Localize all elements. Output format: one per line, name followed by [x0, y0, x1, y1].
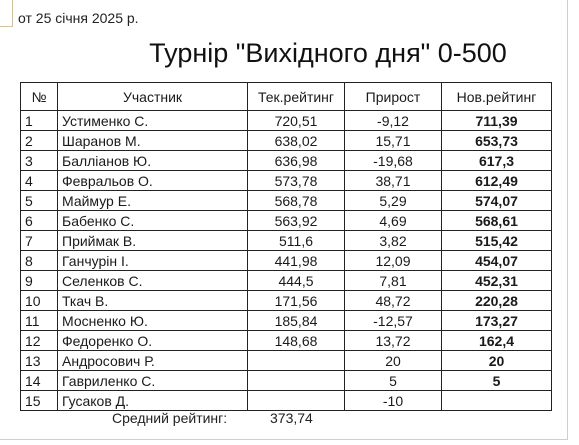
cell-participant: Шаранов М.: [58, 131, 248, 151]
cell-current-rating: 511,6: [248, 231, 345, 251]
cell-new-rating: 568,61: [442, 211, 552, 231]
table-row: [21, 371, 552, 391]
cell-number: 12: [21, 331, 58, 351]
cell-gain: 7,81: [345, 271, 442, 291]
table-row: [21, 191, 552, 211]
table-row: [21, 291, 552, 311]
cell-new-rating: [442, 391, 552, 411]
column-header-gain: Прирост: [345, 83, 442, 111]
cell-new-rating: 617,3: [442, 151, 552, 171]
cell-gain: -9,12: [345, 111, 442, 131]
cell-participant: Гавриленко С.: [58, 371, 248, 391]
cell-number: 9: [21, 271, 58, 291]
cell-number: 7: [21, 231, 58, 251]
cell-new-rating: 711,39: [442, 111, 552, 131]
cell-number: 11: [21, 311, 58, 331]
cell-gain: 15,71: [345, 131, 442, 151]
cell-new-rating: 653,73: [442, 131, 552, 151]
cell-number: 1: [21, 111, 58, 131]
table-row: [21, 211, 552, 231]
cell-number: 4: [21, 171, 58, 191]
cell-current-rating: 636,98: [248, 151, 345, 171]
cell-participant: Федоренко О.: [58, 331, 248, 351]
cell-current-rating: [248, 351, 345, 371]
cell-gain: 48,72: [345, 291, 442, 311]
page-title: Турнір "Вихідного дня" 0-500: [149, 38, 507, 68]
column-header-participant: Участник: [58, 83, 248, 111]
table-row: [21, 391, 552, 411]
cell-gain: 3,82: [345, 231, 442, 251]
cell-current-rating: 441,98: [248, 251, 345, 271]
cell-participant: Мосненко Ю.: [58, 311, 248, 331]
table-row: [21, 251, 552, 271]
table-row: [21, 311, 552, 331]
cell-participant: Гусаков Д.: [58, 391, 248, 411]
table-row: [21, 331, 552, 351]
cell-new-rating: 162,4: [442, 331, 552, 351]
cell-new-rating: 452,31: [442, 271, 552, 291]
cell-participant: Ткач В.: [58, 291, 248, 311]
cell-new-rating: 220,28: [442, 291, 552, 311]
document-date: от 25 січня 2025 р.: [18, 10, 139, 26]
cell-new-rating: 5: [442, 371, 552, 391]
column-header-current-rating: Тек.рейтинг: [248, 83, 345, 111]
cell-gain: 12,09: [345, 251, 442, 271]
cell-participant: Ганчурiн I.: [58, 251, 248, 271]
cell-current-rating: 185,84: [248, 311, 345, 331]
cell-current-rating: 444,5: [248, 271, 345, 291]
cell-current-rating: 573,78: [248, 171, 345, 191]
cell-new-rating: 173,27: [442, 311, 552, 331]
cell-current-rating: [248, 391, 345, 411]
cell-number: 3: [21, 151, 58, 171]
table-row: [21, 111, 552, 131]
cell-participant: Устименко С.: [58, 111, 248, 131]
table-row: [21, 151, 552, 171]
cell-current-rating: 720,51: [248, 111, 345, 131]
cell-new-rating: 612,49: [442, 171, 552, 191]
cell-new-rating: 574,07: [442, 191, 552, 211]
table-row: [21, 171, 552, 191]
table-header-row: [21, 83, 552, 111]
cell-gain: 5: [345, 371, 442, 391]
cell-number: 2: [21, 131, 58, 151]
cell-current-rating: 638,02: [248, 131, 345, 151]
cell-current-rating: 563,92: [248, 211, 345, 231]
cell-gain: 20: [345, 351, 442, 371]
cell-gain: 5,29: [345, 191, 442, 211]
cell-number: 10: [21, 291, 58, 311]
cell-participant: Баллiанов Ю.: [58, 151, 248, 171]
average-rating-label: Средний рейтинг:: [112, 410, 228, 426]
cell-participant: Приймак В.: [58, 231, 248, 251]
table-row: [21, 131, 552, 151]
page-corner-marker: [0, 0, 13, 27]
cell-new-rating: 454,07: [442, 251, 552, 271]
table-row: [21, 351, 552, 371]
cell-new-rating: 20: [442, 351, 552, 371]
cell-number: 14: [21, 371, 58, 391]
column-header-new-rating: Нов.рейтинг: [442, 83, 552, 111]
cell-number: 6: [21, 211, 58, 231]
cell-gain: 4,69: [345, 211, 442, 231]
column-header-number: №: [21, 83, 58, 111]
cell-current-rating: 568,78: [248, 191, 345, 211]
cell-gain: -19,68: [345, 151, 442, 171]
cell-current-rating: 148,68: [248, 331, 345, 351]
cell-number: 5: [21, 191, 58, 211]
cell-participant: Андросович Р.: [58, 351, 248, 371]
cell-participant: Селенков С.: [58, 271, 248, 291]
cell-number: 8: [21, 251, 58, 271]
rating-table: [20, 82, 552, 411]
cell-participant: Маймур Е.: [58, 191, 248, 211]
table-row: [21, 271, 552, 291]
cell-gain: 13,72: [345, 331, 442, 351]
table-row: [21, 231, 552, 251]
average-rating-value: 373,74: [270, 410, 313, 426]
cell-gain: -10: [345, 391, 442, 411]
cell-current-rating: 171,56: [248, 291, 345, 311]
cell-number: 13: [21, 351, 58, 371]
cell-participant: Бабенко С.: [58, 211, 248, 231]
cell-gain: -12,57: [345, 311, 442, 331]
cell-gain: 38,71: [345, 171, 442, 191]
cell-number: 15: [21, 391, 58, 411]
cell-new-rating: 515,42: [442, 231, 552, 251]
cell-participant: Февральов О.: [58, 171, 248, 191]
cell-current-rating: [248, 371, 345, 391]
